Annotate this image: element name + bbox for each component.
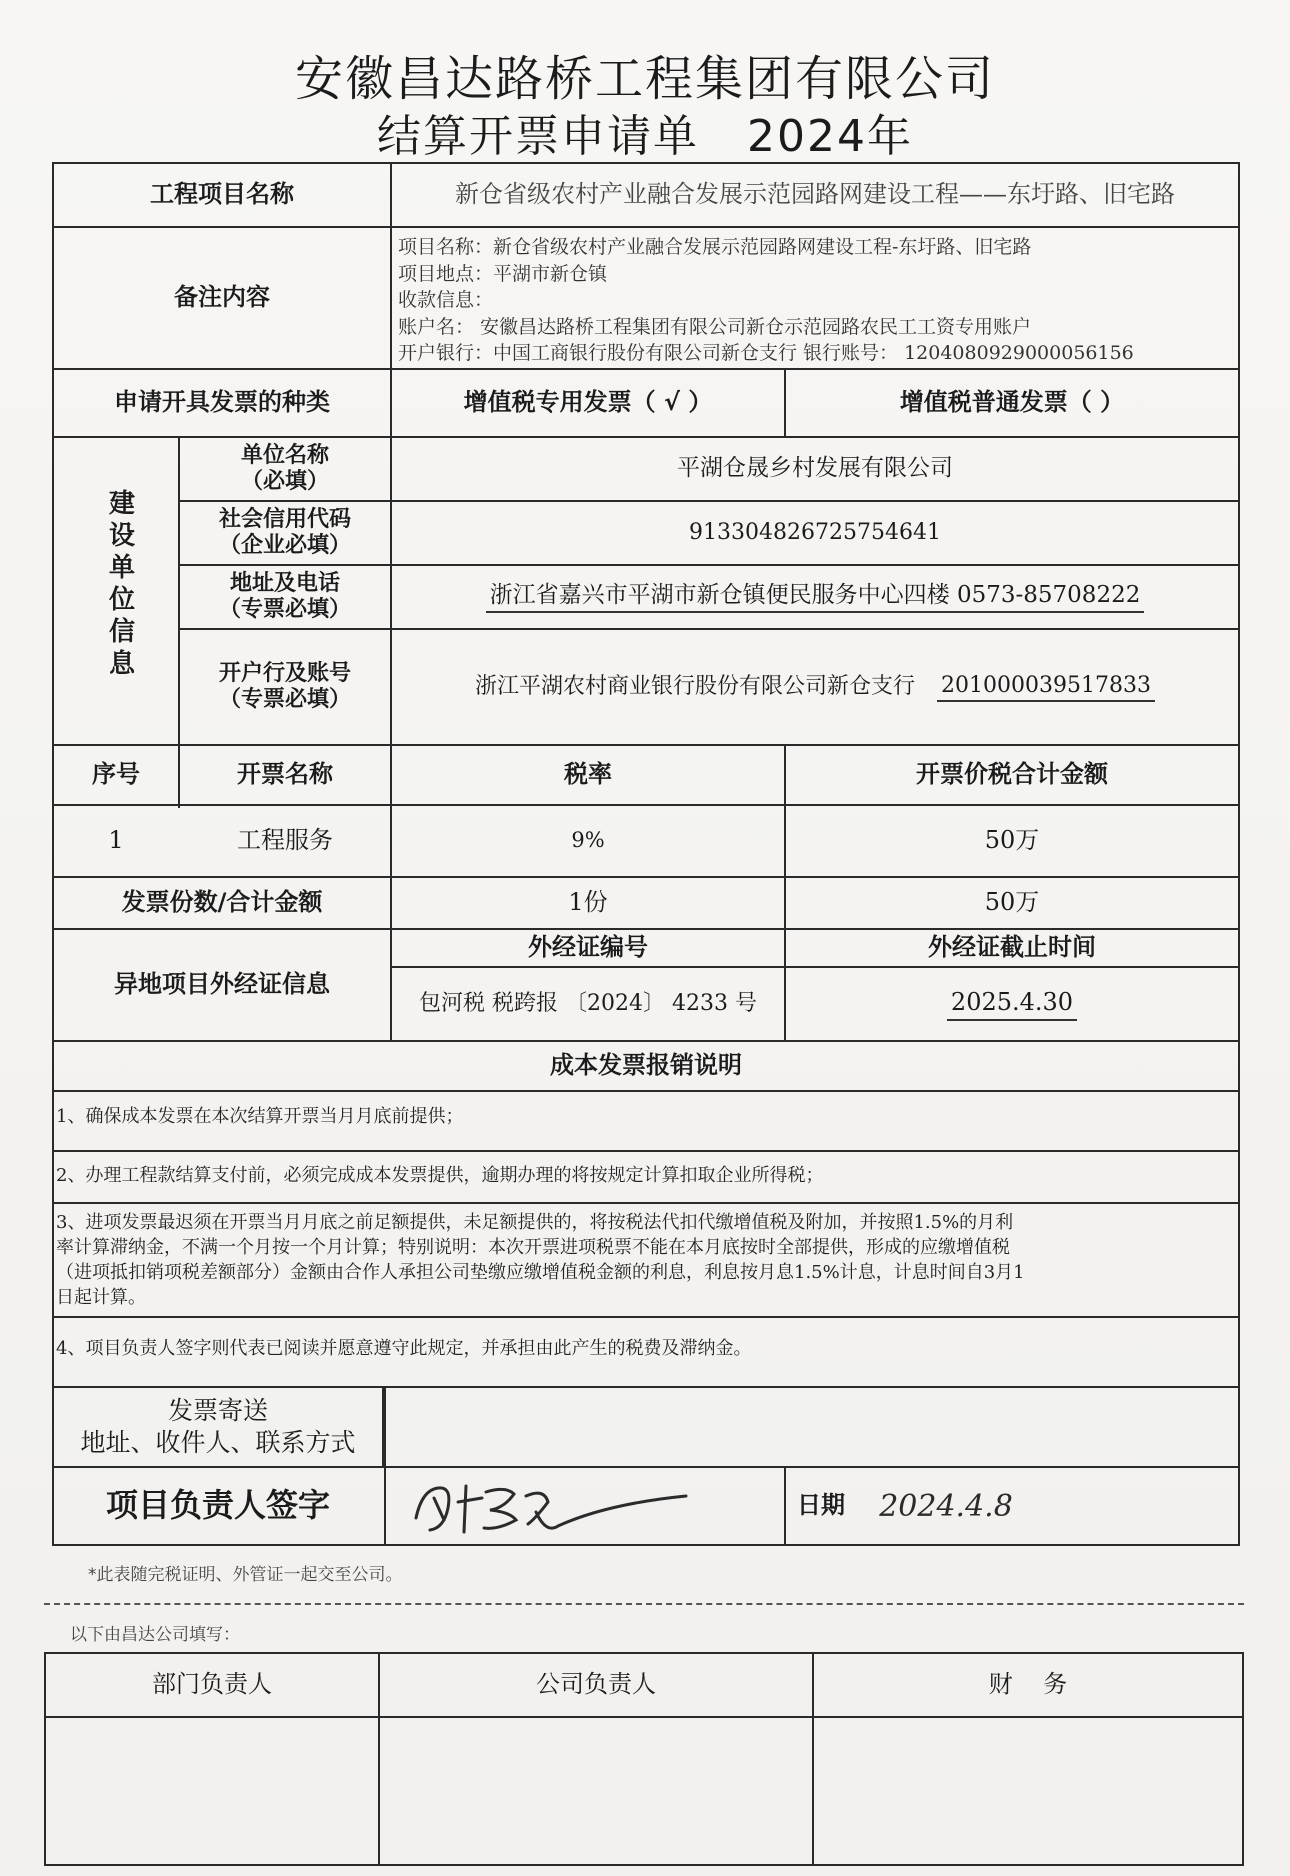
side-label-char: 建 bbox=[108, 489, 135, 519]
bank-name: 浙江平湖农村商业银行股份有限公司新仓支行 bbox=[475, 673, 916, 699]
cost-note-1: 1、确保成本发票在本次结算开票当月月底前提供； bbox=[56, 1106, 464, 1127]
col-header-tax-rate: 税率 bbox=[564, 760, 612, 789]
builder-info-side-label bbox=[100, 488, 144, 680]
mailing-value-field[interactable] bbox=[384, 1388, 1238, 1466]
approval-header-dept: 部门负责人 bbox=[152, 1670, 272, 1699]
permit-label: 异地项目外经证信息 bbox=[114, 970, 330, 999]
address-phone-text: 浙江省嘉兴市平湖市新仓镇便民服务中心四楼 0573-85708222 bbox=[486, 581, 1145, 613]
company-title: 安徽昌达路桥工程集团有限公司 bbox=[294, 51, 995, 107]
side-label-char: 息 bbox=[108, 649, 135, 679]
col-header-name: 开票名称 bbox=[237, 760, 333, 789]
remarks-line: 开户银行：中国工商银行股份有限公司新仓支行 银行账号： 1204080929000056156 bbox=[398, 342, 1134, 364]
cut-line bbox=[44, 1603, 1244, 1605]
item-name: 工程服务 bbox=[237, 826, 333, 855]
remarks-line: 项目地点：平湖市新仓镇 bbox=[398, 262, 608, 285]
item-seq: 1 bbox=[108, 826, 124, 855]
row-divider bbox=[52, 1316, 1240, 1318]
credit-code-label bbox=[180, 502, 390, 564]
label-line: （企业必填） bbox=[218, 533, 351, 558]
remarks-line: 账户名： 安徽昌达路桥工程集团有限公司新仓示范园路农民工工资专用账户 bbox=[398, 315, 1032, 338]
bank-account-value bbox=[392, 630, 1238, 744]
bank-account-label bbox=[180, 630, 390, 744]
remarks-label: 备注内容 bbox=[174, 283, 270, 312]
label-line: （必填） bbox=[240, 469, 329, 494]
unit-name-value: 平湖仓晟乡村发展有限公司 bbox=[677, 455, 953, 482]
footnote: *此表随完税证明、外管证一起交至公司。 bbox=[88, 1565, 403, 1585]
label-line: （专票必填） bbox=[218, 687, 351, 712]
mailing-label-line: 发票寄送 bbox=[167, 1395, 268, 1425]
address-phone-label bbox=[180, 566, 390, 628]
signature-field[interactable] bbox=[386, 1468, 782, 1544]
table-border-right bbox=[1238, 162, 1240, 1546]
col-header-seq: 序号 bbox=[92, 760, 140, 789]
handwritten-signature bbox=[386, 1468, 782, 1544]
mailing-label-line: 地址、收件人、联系方式 bbox=[80, 1428, 356, 1457]
unit-name-label bbox=[180, 438, 390, 500]
permit-deadline-text: 2025.4.30 bbox=[947, 987, 1077, 1020]
signature-label: 项目负责人签字 bbox=[105, 1486, 330, 1525]
cost-note-line: 日起计算。 bbox=[56, 1287, 146, 1308]
cost-notes-title: 成本发票报销说明 bbox=[550, 1051, 742, 1080]
row-divider bbox=[52, 1090, 1240, 1092]
item-amount: 50万 bbox=[984, 826, 1040, 855]
remarks-line: 项目名称：新仓省级农村产业融合发展示范园路网建设工程-东圩路、旧宅路 bbox=[398, 236, 1032, 258]
bank-account-number: 201000039517833 bbox=[937, 672, 1155, 703]
table-border-bottom bbox=[52, 1544, 1240, 1546]
approval-border-bottom bbox=[44, 1864, 1244, 1866]
row-divider bbox=[52, 1150, 1240, 1152]
invoice-type-label: 申请开具发票的种类 bbox=[114, 388, 330, 417]
total-label: 发票份数/合计金额 bbox=[121, 888, 323, 917]
invoice-type-ordinary: 增值税普通发票（ ） bbox=[899, 388, 1125, 417]
cost-note-line: 3、进项发票最迟须在开票当月月底之前足额提供，未足额提供的，将按税法代扣代缴增值税及附加，并按照1.5%的月利 bbox=[56, 1212, 1014, 1233]
permit-deadline-value bbox=[786, 968, 1238, 1040]
permit-no-value: 包河税 税跨报 〔2024〕 4233 号 bbox=[419, 990, 757, 1016]
approval-finance-field[interactable] bbox=[814, 1718, 1242, 1864]
mailing-label bbox=[54, 1388, 382, 1466]
total-count: 1份 bbox=[568, 888, 608, 917]
side-label-char: 位 bbox=[108, 585, 135, 615]
remarks-line: 收款信息： bbox=[398, 289, 494, 311]
cost-note-line: （进项抵扣销项税差额部分）金额由合作人承担公司垫缴应缴增值税金额的利息，利息按月息1.5%计息，计息时间自3月1 bbox=[56, 1262, 1025, 1283]
side-label-char: 单 bbox=[108, 553, 135, 583]
side-label-char: 信 bbox=[108, 617, 135, 647]
cost-note-3 bbox=[56, 1210, 1025, 1310]
approval-dept-field[interactable] bbox=[46, 1718, 378, 1864]
approval-header-finance: 财 务 bbox=[988, 1670, 1068, 1699]
form-year: 2024年 bbox=[747, 111, 913, 162]
invoice-type-special: 增值税专用发票（ √ ） bbox=[463, 388, 713, 417]
approval-company-field[interactable] bbox=[380, 1718, 812, 1864]
approval-header-company: 公司负责人 bbox=[536, 1670, 656, 1699]
row-divider bbox=[52, 1202, 1240, 1204]
date-label: 日期 bbox=[797, 1491, 845, 1520]
form-title-text: 结算开票申请单 bbox=[377, 111, 699, 162]
label-line: 地址及电话 bbox=[229, 570, 340, 596]
label-line: （专票必填） bbox=[218, 597, 351, 622]
form-title bbox=[0, 100, 1290, 164]
label-line: 开户行及账号 bbox=[218, 660, 351, 686]
side-label-char: 设 bbox=[108, 521, 135, 551]
internal-caption: 以下由昌达公司填写： bbox=[70, 1625, 240, 1645]
address-phone-value bbox=[392, 566, 1238, 628]
cost-note-line: 率计算滞纳金，不满一个月按一个月计算；特别说明：本次开票进项税票不能在本月底按时全部提供，形成的应缴增值税 bbox=[56, 1237, 1010, 1258]
permit-no-header: 外经证编号 bbox=[528, 933, 648, 962]
project-name-label: 工程项目名称 bbox=[150, 180, 294, 209]
date-value: 2024.4.8 bbox=[879, 1488, 1013, 1524]
label-line: 社会信用代码 bbox=[218, 506, 351, 532]
label-line: 单位名称 bbox=[240, 442, 329, 468]
total-amount: 50万 bbox=[984, 888, 1040, 917]
remarks-content bbox=[398, 234, 1268, 367]
project-name-value: 新仓省级农村产业融合发展示范园路网建设工程——东圩路、旧宅路 bbox=[455, 180, 1175, 209]
cost-note-4: 4、项目负责人签字则代表已阅读并愿意遵守此规定，并承担由此产生的税费及滞纳金。 bbox=[56, 1338, 752, 1359]
approval-border-right bbox=[1242, 1652, 1244, 1866]
cost-note-2: 2、办理工程款结算支付前，必须完成成本发票提供，逾期办理的将按规定计算扣取企业所得税； bbox=[56, 1165, 824, 1186]
col-header-amount: 开票价税合计金额 bbox=[916, 760, 1108, 789]
item-tax-rate: 9% bbox=[571, 828, 605, 853]
credit-code-value: 913304826725754641 bbox=[689, 519, 941, 545]
permit-deadline-header: 外经证截止时间 bbox=[928, 933, 1096, 962]
